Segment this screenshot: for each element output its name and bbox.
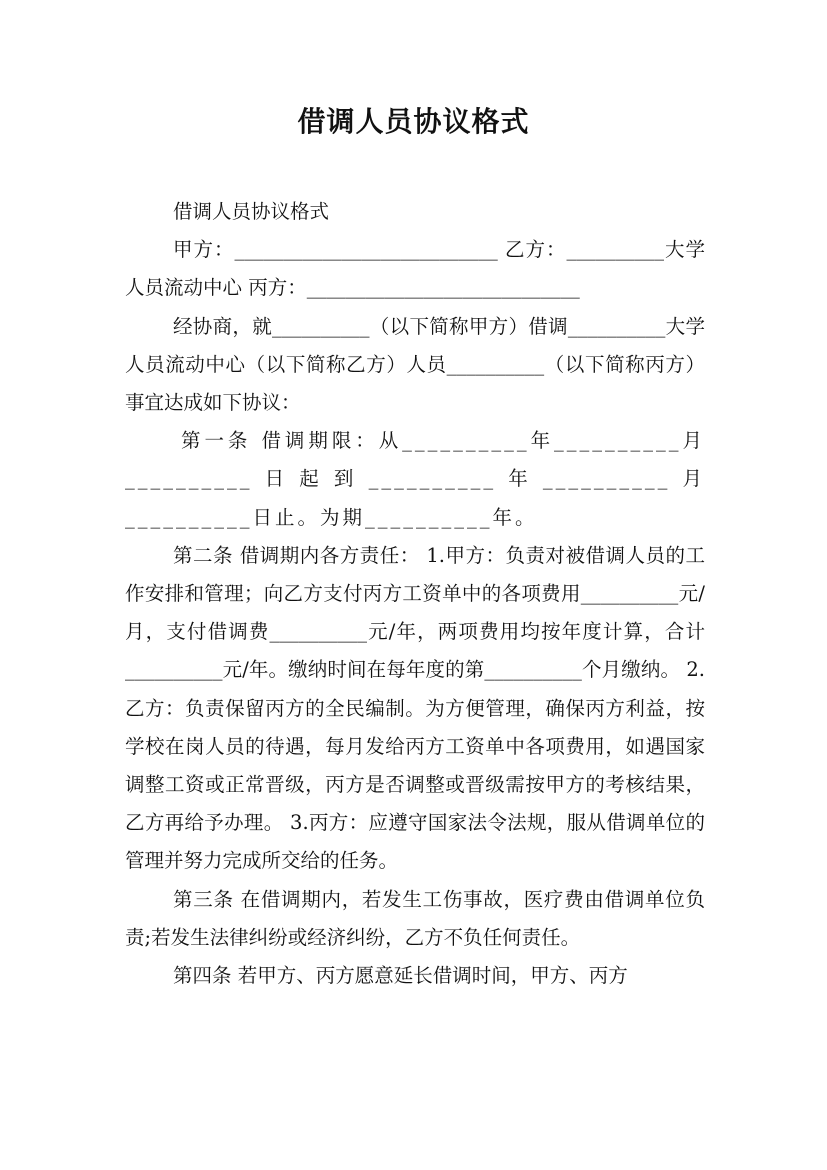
document-body: [125, 193, 705, 995]
document-title: 借调人员协议格式: [297, 105, 530, 138]
paragraph-parties: 甲方：___________________________ 乙方：__________大学人员流动中心 丙方：____________________________: [125, 238, 705, 300]
paragraph-article-2: 第二条 借调期内各方责任： 1.甲方：负责对被借调人员的工作安排和管理；向乙方支付丙方工资单中的各项费用__________元/月，支付借调费__________元/年，两项费用均按年度计算，合计__________元/年。缴纳时间在每年度的第__________个月缴纳。 2.乙方：负责保留丙方的全民编制。为方便管理，确保丙方利益，按学校在岗人员的待遇，每月发给丙方工资单中各项费用，如遇国家调整工资或正常晋级，丙方是否调整或晋级需按甲方的考核结果，乙方再给予办理。 3.丙方：应遵守国家法令法规，服从借调单位的管理并努力完成所交给的任务。: [125, 543, 705, 873]
paragraph-preamble: 经协商，就__________（以下简称甲方）借调__________大学人员流动中心（以下简称乙方）人员__________（以下简称丙方）事宜达成如下协议：: [125, 314, 705, 415]
paragraph-article-4: 第四条 若甲方、丙方愿意延长借调时间，甲方、丙方: [173, 964, 628, 988]
paragraph-subtitle: 借调人员协议格式: [173, 200, 330, 223]
paragraph-article-3: 第三条 在借调期内，若发生工伤事故，医疗费由借调单位负责;若发生法律纠纷或经济纠纷，乙方不负任何责任。: [125, 887, 705, 949]
paragraph-article-1: 第一条 借调期限：从__________年__________月__________日起到__________年__________月__________日止。为期__________年。: [125, 429, 705, 529]
